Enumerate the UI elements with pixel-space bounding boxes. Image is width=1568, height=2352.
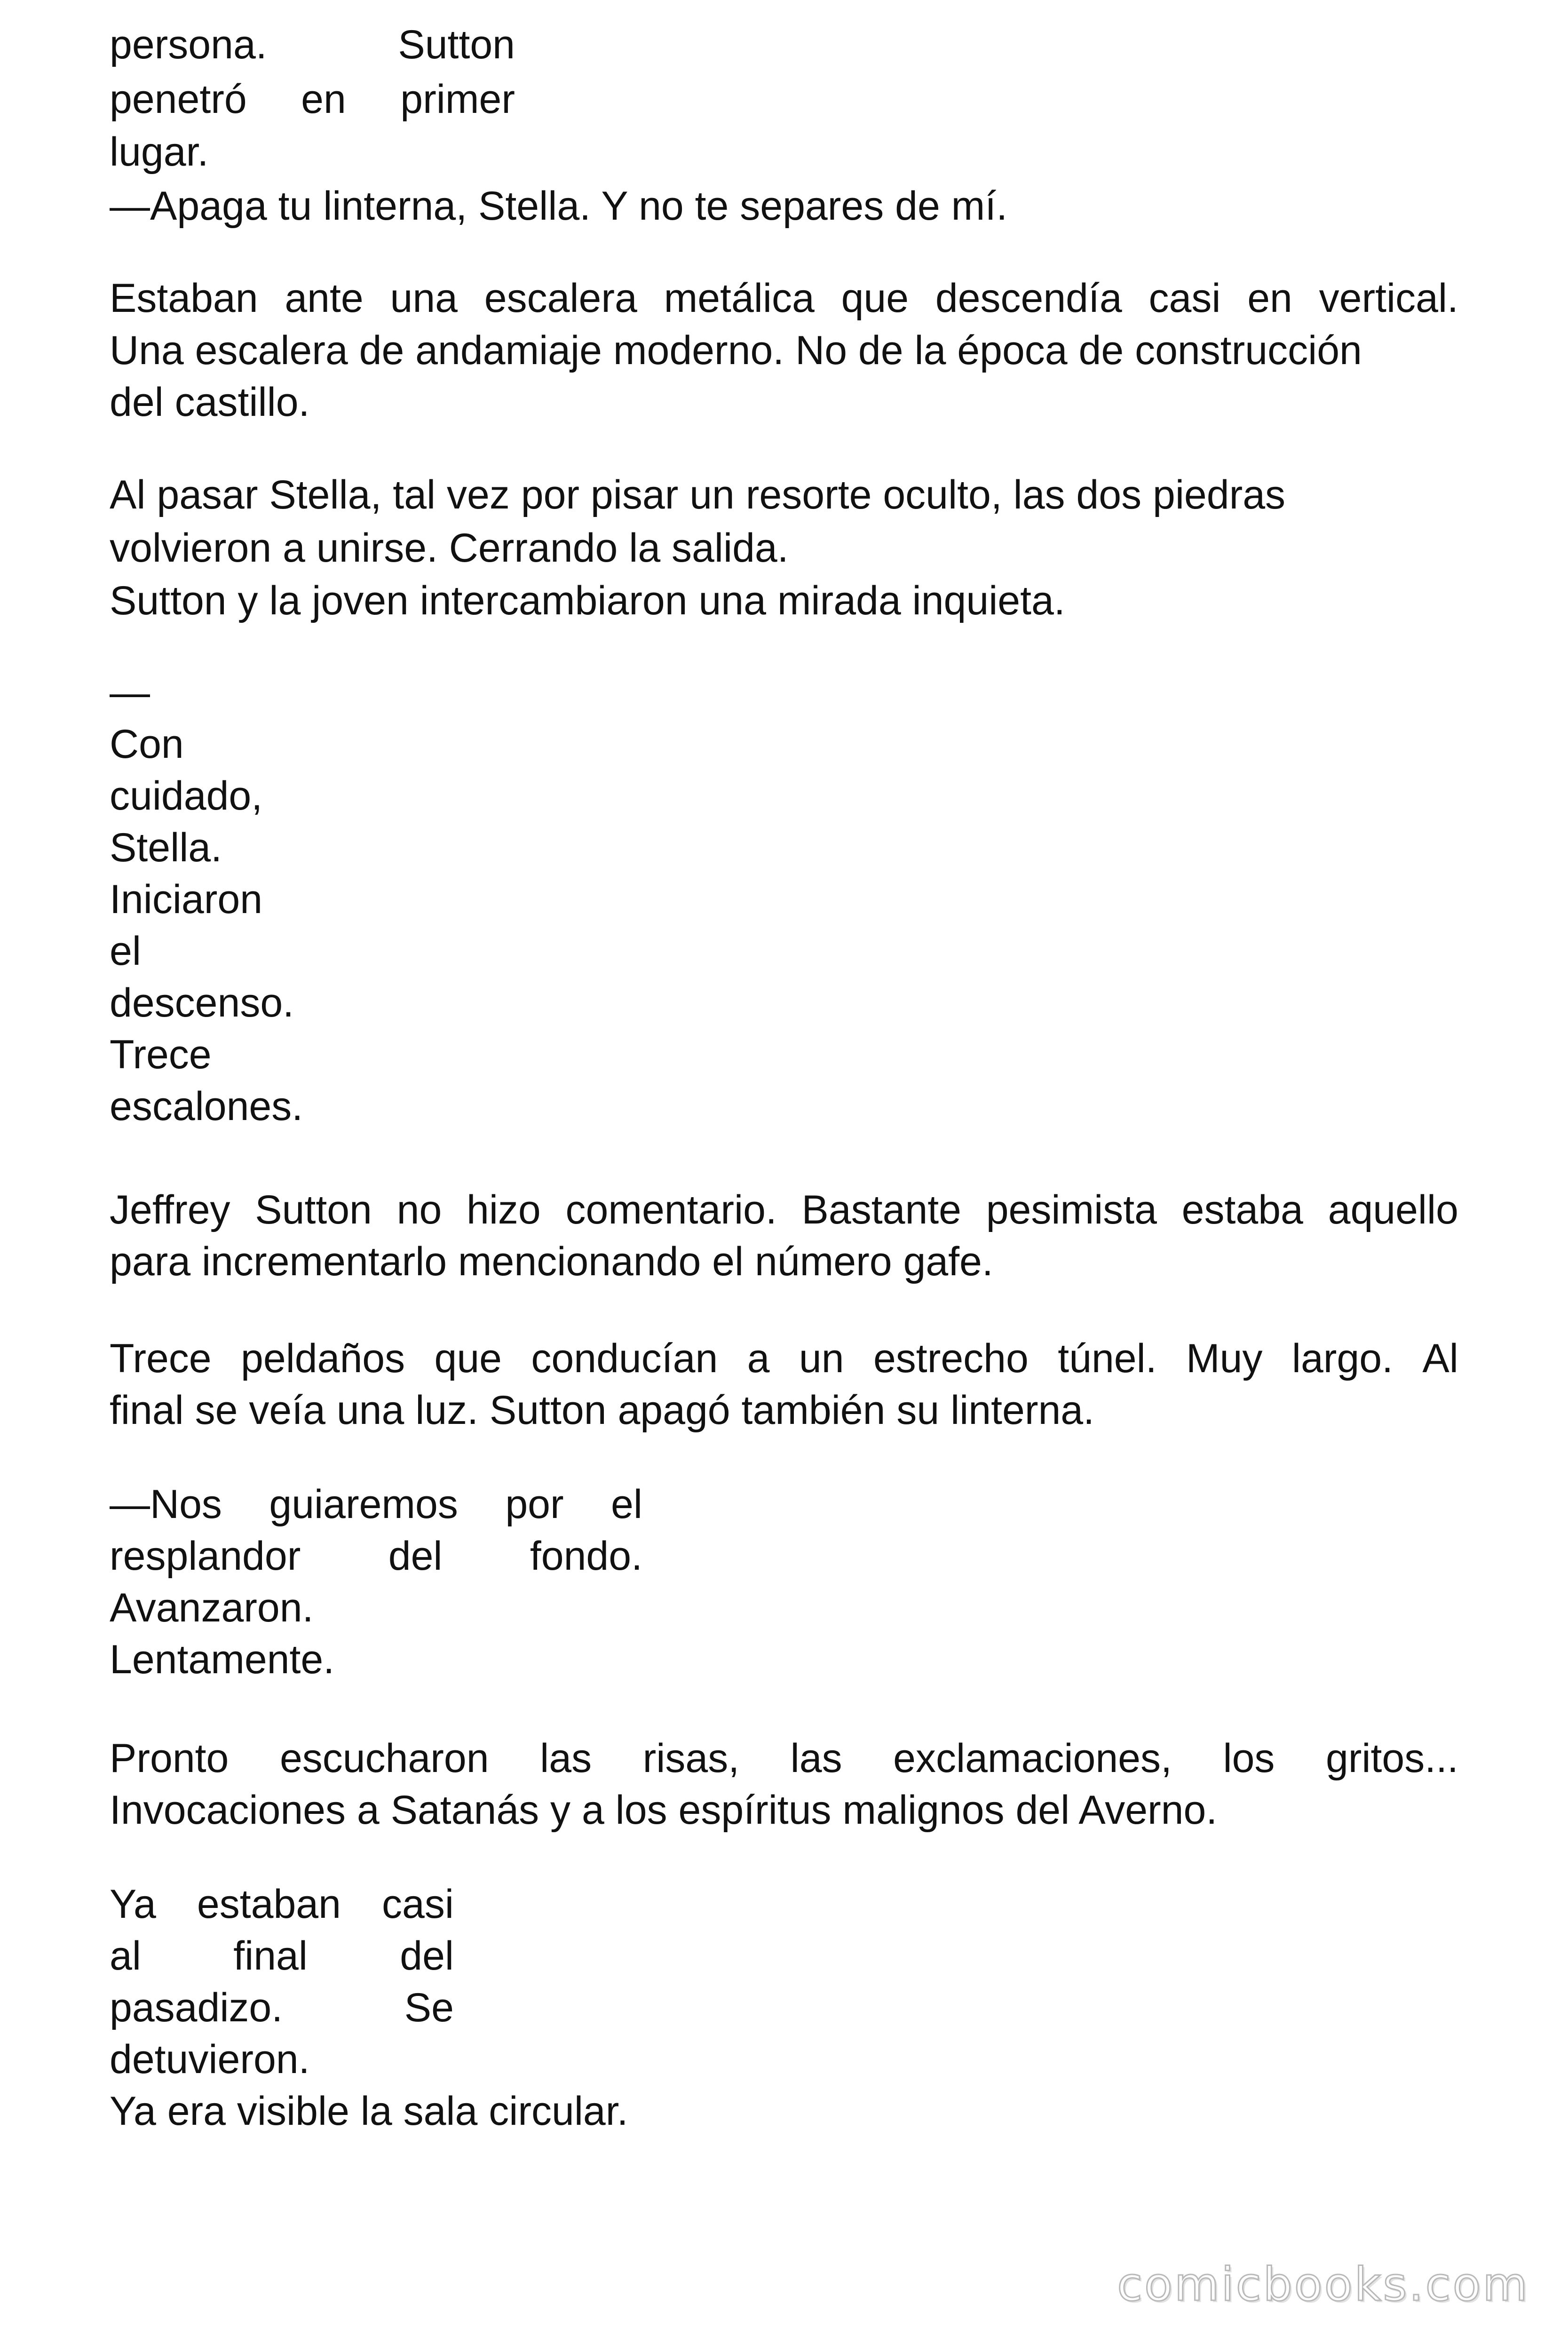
- text-line: [110, 73, 515, 125]
- text-line: Stella.: [110, 825, 222, 870]
- text-line: Ya era visible la sala circular.: [110, 2089, 628, 2134]
- word: que: [841, 276, 909, 321]
- word: Al: [1422, 1336, 1458, 1381]
- text-line: [110, 1878, 454, 1930]
- text-line: Con: [110, 722, 184, 767]
- text-line: Avanzaron.: [110, 1585, 314, 1630]
- word: primer: [400, 77, 515, 122]
- word: Jeffrey: [110, 1187, 230, 1232]
- word: aquello: [1328, 1187, 1458, 1232]
- text-line: lugar.: [110, 129, 209, 175]
- word: risas,: [642, 1736, 740, 1781]
- word: Trece: [110, 1336, 212, 1381]
- word: una: [390, 276, 458, 321]
- word: gritos...: [1325, 1736, 1458, 1781]
- text-line: [110, 1184, 1458, 1236]
- word: Sutton: [398, 22, 515, 67]
- text-line: Invocaciones a Satanás y a los espíritus malignos del Averno.: [110, 1788, 1218, 1833]
- word: del: [388, 1534, 443, 1579]
- watermark: comicbooks.com: [1117, 2258, 1529, 2312]
- word: Ya: [110, 1882, 156, 1927]
- text-line: para incrementarlo mencionando el número gafe.: [110, 1239, 993, 1284]
- text-line: final se veía una luz. Sutton apagó también su linterna.: [110, 1388, 1095, 1433]
- word: estaba: [1181, 1187, 1303, 1232]
- word: resplandor: [110, 1534, 301, 1579]
- word: túnel.: [1058, 1336, 1157, 1381]
- word: estaban: [197, 1882, 341, 1927]
- word: metálica: [664, 276, 815, 321]
- word: del: [400, 1933, 454, 1979]
- word: un: [799, 1336, 844, 1381]
- word: —Nos: [110, 1482, 222, 1527]
- word: escalera: [484, 276, 637, 321]
- word: Estaban: [110, 276, 258, 321]
- text-line: [110, 1333, 1458, 1384]
- word: las: [540, 1736, 592, 1781]
- word: Muy: [1186, 1336, 1263, 1381]
- text-line: [110, 1530, 642, 1582]
- word: fondo.: [530, 1534, 642, 1579]
- word: el: [611, 1482, 642, 1527]
- word: exclamaciones,: [893, 1736, 1172, 1781]
- word: casi: [1148, 276, 1221, 321]
- word: estrecho: [873, 1336, 1029, 1381]
- text-line: Iniciaron: [110, 877, 263, 922]
- text-line: [110, 1930, 454, 1982]
- word: a: [747, 1336, 770, 1381]
- text-line: el: [110, 929, 141, 974]
- text-line: —: [110, 670, 150, 715]
- word: comentario.: [565, 1187, 777, 1232]
- text-line: cuidado,: [110, 773, 263, 818]
- word: vertical.: [1319, 276, 1458, 321]
- word: Se: [404, 1985, 454, 2030]
- word: las: [790, 1736, 842, 1781]
- word: no: [396, 1187, 442, 1232]
- word: por: [505, 1482, 564, 1527]
- word: casi: [382, 1882, 454, 1927]
- word: en: [301, 77, 346, 122]
- word: descendía: [935, 276, 1122, 321]
- word: en: [1247, 276, 1292, 321]
- word: Bastante: [801, 1187, 961, 1232]
- text-line: [110, 1982, 454, 2034]
- text-line: Lentamente.: [110, 1637, 335, 1682]
- word: largo.: [1291, 1336, 1393, 1381]
- word: escucharon: [279, 1736, 489, 1781]
- text-line: escalones.: [110, 1084, 303, 1129]
- text-line: —Apaga tu linterna, Stella. Y no te separes de mí.: [110, 183, 1008, 229]
- word: conducían: [531, 1336, 718, 1381]
- text-line: Al pasar Stella, tal vez por pisar un resorte oculto, las dos piedras: [110, 472, 1286, 517]
- text-line: [110, 272, 1458, 324]
- word: guiaremos: [269, 1482, 458, 1527]
- text-line: [110, 1732, 1458, 1784]
- text-line: [110, 1478, 642, 1530]
- word: Sutton: [255, 1187, 372, 1232]
- word: ante: [285, 276, 364, 321]
- word: los: [1223, 1736, 1275, 1781]
- text-line: del castillo.: [110, 380, 310, 425]
- text-line: Sutton y la joven intercambiaron una mirada inquieta.: [110, 578, 1065, 623]
- text-line: descenso.: [110, 980, 294, 1025]
- text-line: Trece: [110, 1032, 212, 1077]
- text-line: [110, 19, 515, 71]
- word: hizo: [467, 1187, 541, 1232]
- word: peldaños: [241, 1336, 405, 1381]
- text-line: volvieron a unirse. Cerrando la salida.: [110, 525, 789, 571]
- word: Pronto: [110, 1736, 229, 1781]
- word: persona.: [110, 22, 267, 67]
- word: al: [110, 1933, 141, 1979]
- text-line: Una escalera de andamiaje moderno. No de la época de construcción: [110, 328, 1362, 373]
- word: pesimista: [986, 1187, 1157, 1232]
- word: pasadizo.: [110, 1985, 283, 2030]
- word: que: [434, 1336, 502, 1381]
- text-line: detuvieron.: [110, 2037, 310, 2082]
- word: final: [233, 1933, 308, 1979]
- word: penetró: [110, 77, 247, 122]
